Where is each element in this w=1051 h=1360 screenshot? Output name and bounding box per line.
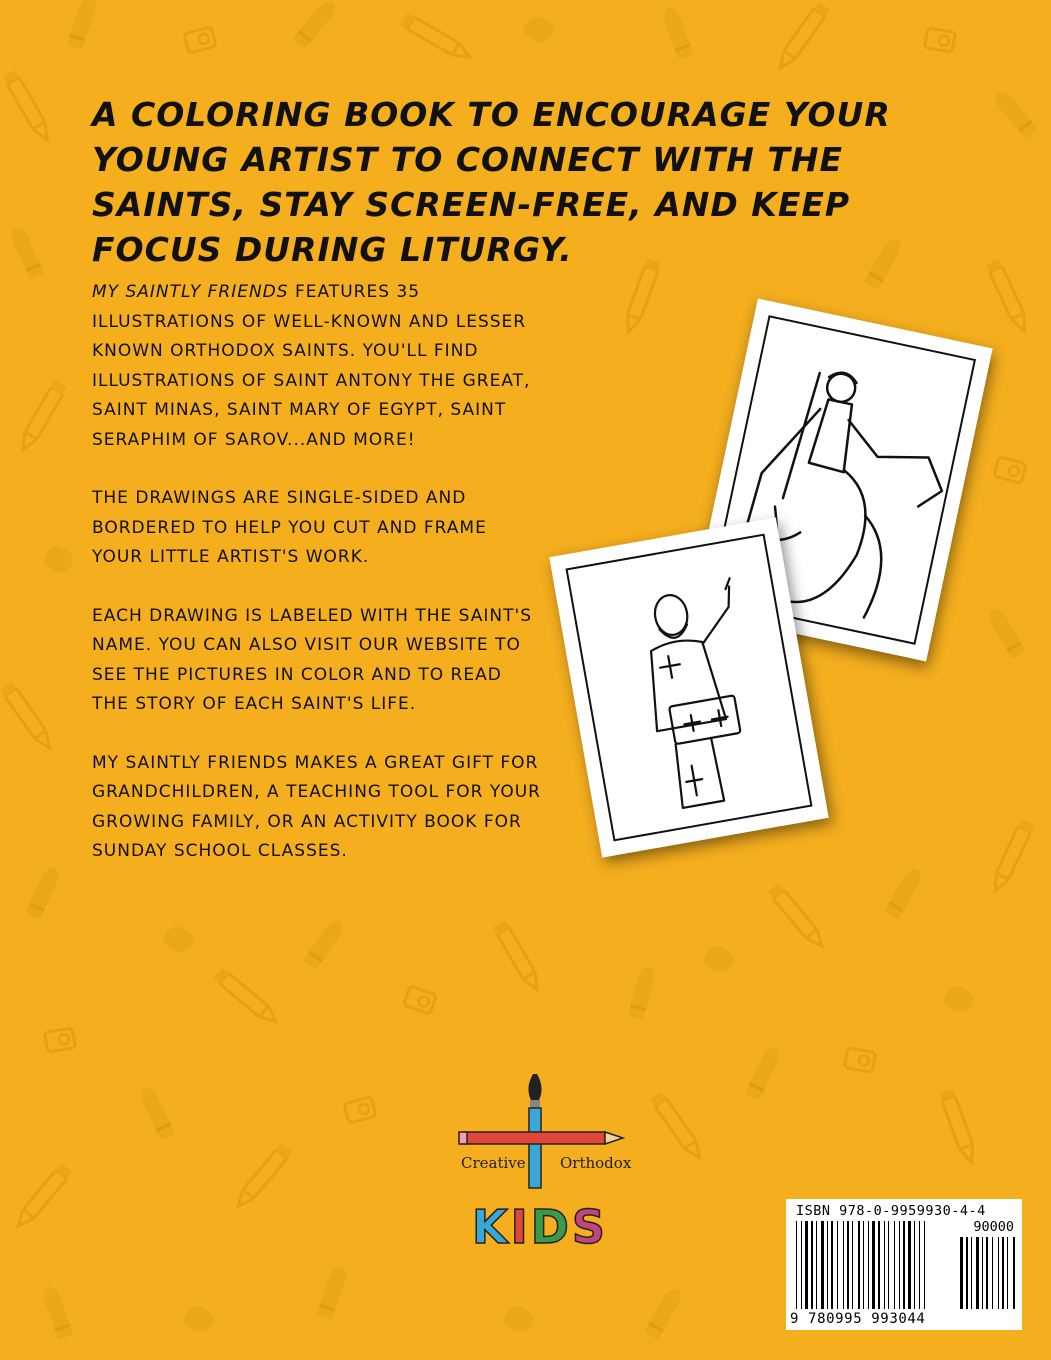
barcode-bar	[811, 1221, 813, 1309]
isbn-text: ISBN 978-0-9959930-4-4	[796, 1203, 986, 1219]
barcode-bar	[852, 1221, 853, 1309]
barcode-bar	[805, 1221, 808, 1309]
barcode-digits: 9 780995 993044	[790, 1311, 926, 1327]
barcode-bar	[888, 1221, 889, 1309]
barcode-addon-bar	[976, 1237, 979, 1309]
barcode-addon-bar	[1002, 1237, 1004, 1309]
paragraph-single-sided: THE DRAWINGS ARE SINGLE-SIDED AND BORDERED TO HELP YOU CUT AND FRAME YOUR LITTLE ARTIST'S WORK.	[92, 488, 487, 567]
barcode-bar	[894, 1221, 895, 1309]
barcode-bar	[847, 1221, 849, 1309]
barcode-bar	[801, 1221, 802, 1309]
kids-letter-k: K	[471, 1200, 511, 1254]
logo-kids-text	[455, 1200, 625, 1254]
barcode-bar	[831, 1221, 833, 1309]
barcode-bar	[878, 1221, 880, 1309]
barcode-bar	[919, 1221, 920, 1309]
barcode-bar	[884, 1221, 885, 1309]
paragraph-features	[92, 278, 542, 455]
isbn-barcode	[786, 1199, 1022, 1330]
barcode-addon-bar	[982, 1237, 983, 1309]
logo-word-orthodox: Orthodox	[560, 1154, 632, 1172]
barcode-addon-bar	[1007, 1237, 1008, 1309]
barcode-bar	[868, 1221, 869, 1309]
barcode-bar	[858, 1221, 860, 1309]
kids-letter-s: S	[571, 1200, 609, 1254]
barcode-bar	[843, 1221, 844, 1309]
barcode-bar	[821, 1221, 824, 1309]
barcode-addon-bar	[960, 1237, 963, 1309]
barcode-addon-bar	[971, 1237, 972, 1309]
barcode-addon-bar	[992, 1237, 993, 1309]
barcode-bar	[903, 1221, 905, 1309]
barcode-bar	[837, 1221, 838, 1309]
barcode-bar	[872, 1221, 875, 1309]
barcode-bar	[827, 1221, 828, 1309]
cross-brush-pencil-icon	[455, 1070, 625, 1200]
creative-orthodox-kids-logo	[455, 1070, 632, 1270]
paragraph-gift: MY SAINTLY FRIENDS MAKES A GREAT GIFT FOR GRANDCHILDREN, A TEACHING TOOL FOR YOUR GROWING FAMILY, OR AN ACTIVITY BOOK FOR SUNDAY SCHOOL CLASSES.	[92, 752, 541, 861]
barcode-addon-bar	[966, 1237, 968, 1309]
book-title-italic: MY SAINTLY FRIENDS	[92, 282, 289, 302]
barcode-addon-bar	[998, 1237, 999, 1309]
barcode-addon-bar	[1013, 1237, 1015, 1309]
kids-letter-d: D	[530, 1200, 572, 1254]
price-code: 90000	[973, 1219, 1014, 1235]
barcode-bar	[924, 1221, 925, 1309]
barcode-bar	[816, 1221, 817, 1309]
kids-letter-i: I	[510, 1200, 531, 1254]
barcode-bar	[914, 1221, 915, 1309]
barcode-bar	[899, 1221, 900, 1309]
description	[92, 278, 542, 896]
barcode-bar	[796, 1221, 797, 1309]
paragraph-features-text: FEATURES 35 ILLUSTRATIONS OF WELL-KNOWN AND LESSER KNOWN ORTHODOX SAINTS. YOU'LL FIND ILLUSTRATIONS OF SAINT ANTONY THE GREAT, SAINT MINAS, SAINT MARY OF EGYPT, SAINT SERAPHIM OF SAROV...AND MORE!	[92, 282, 531, 450]
barcode-addon-bar	[986, 1237, 988, 1309]
headline: A COLORING BOOK TO ENCOURAGE YOUR YOUNG ARTIST TO CONNECT WITH THE SAINTS, STAY SCREEN-FREE, AND KEEP FOCUS DURING LITURGY.	[92, 95, 891, 269]
paragraph-labeled: EACH DRAWING IS LABELED WITH THE SAINT'S NAME. YOU CAN ALSO VISIT OUR WEBSITE TO SEE THE PICTURES IN COLOR AND TO READ THE STORY OF EACH SAINT'S LIFE.	[92, 605, 532, 714]
barcode-bar	[908, 1221, 911, 1309]
barcode-bar	[863, 1221, 864, 1309]
logo-word-creative: Creative	[461, 1154, 526, 1172]
